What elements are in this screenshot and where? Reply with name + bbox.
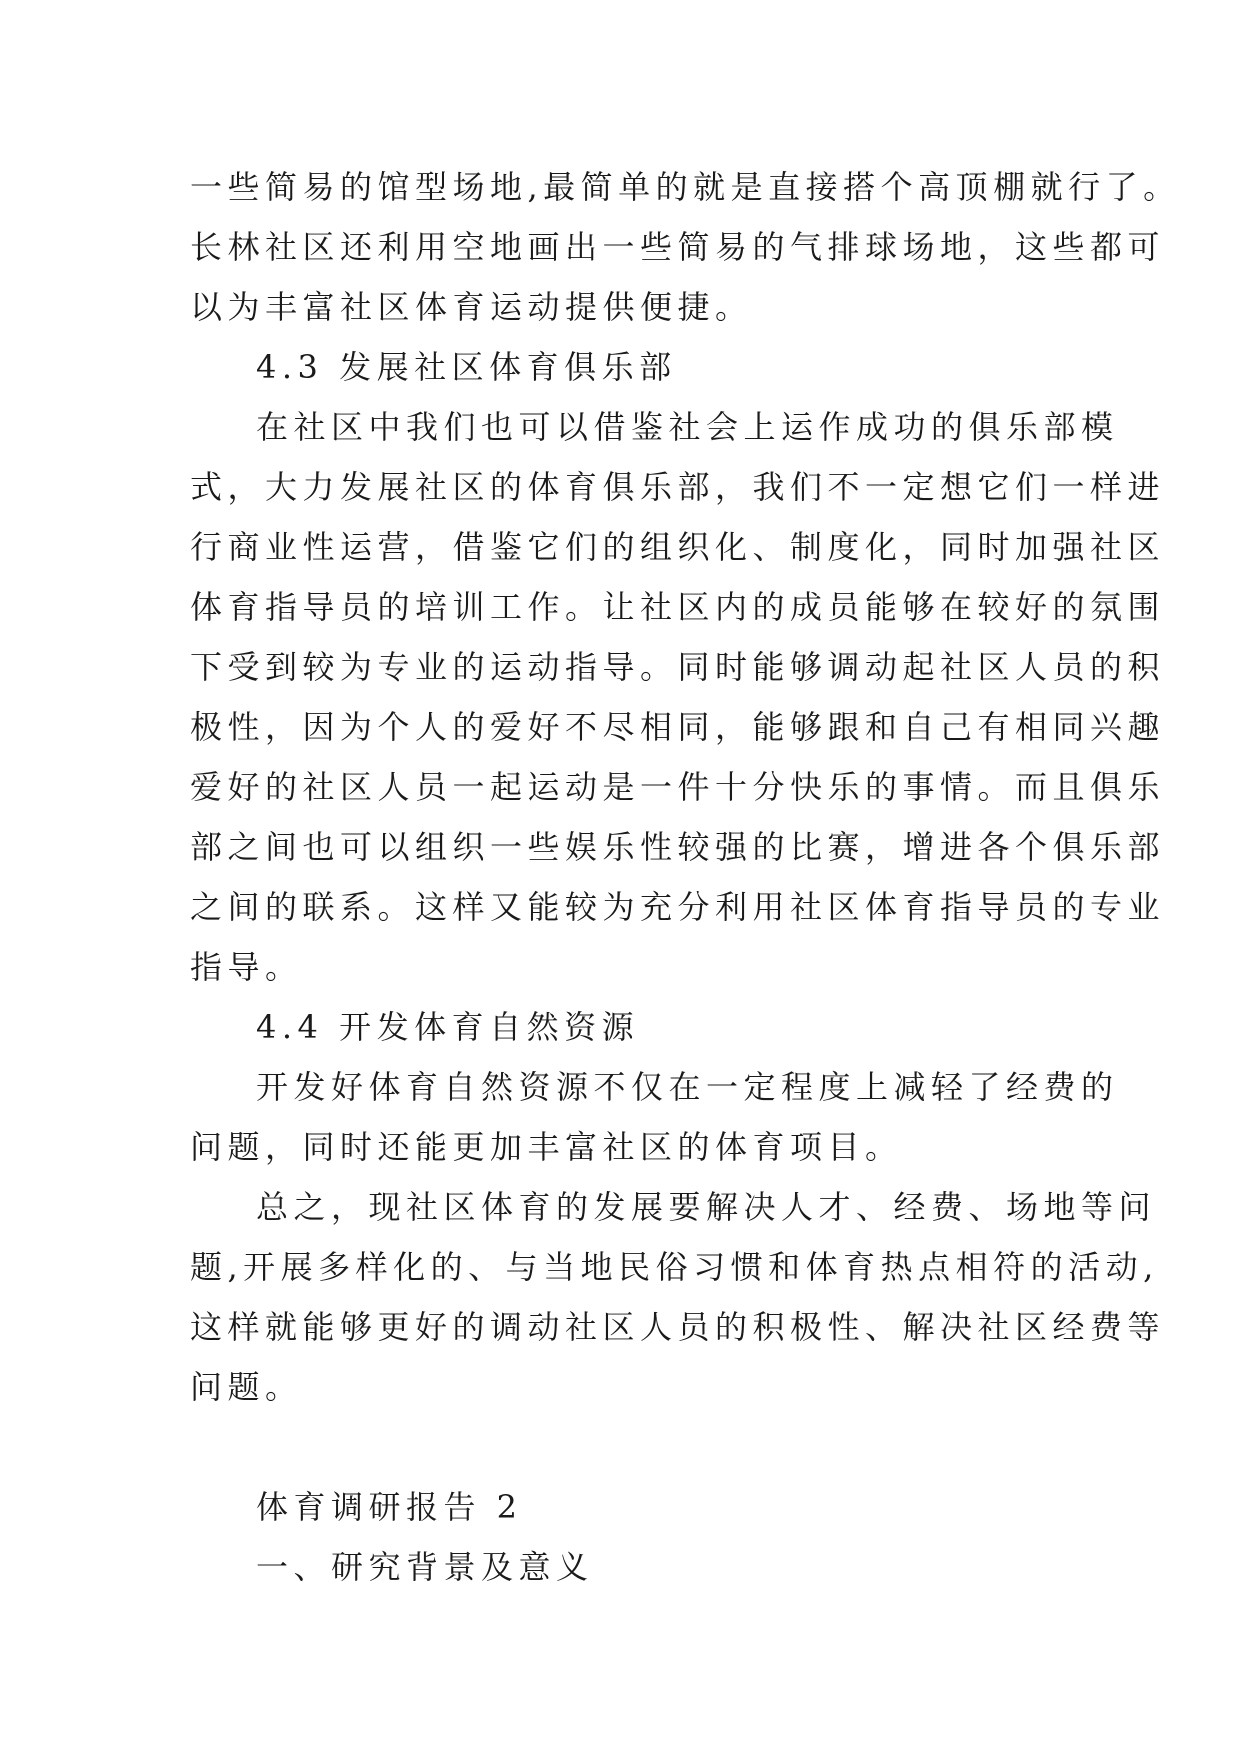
paragraph-line: 式，大力发展社区的体育俱乐部，我们不一定想它们一样进	[190, 468, 1166, 506]
paragraph-line: 开发好体育自然资源不仅在一定程度上减轻了经费的	[256, 1068, 1119, 1106]
paragraph-line: 这样就能够更好的调动社区人员的积极性、解决社区经费等	[190, 1308, 1166, 1346]
paragraph-line: 行商业性运营，借鉴它们的组织化、制度化，同时加强社区	[190, 528, 1166, 566]
paragraph-line: 爱好的社区人员一起运动是一件十分快乐的事情。而且俱乐	[190, 768, 1166, 806]
paragraph-line: 问题，同时还能更加丰富社区的体育项目。	[190, 1128, 903, 1166]
paragraph-line: 长林社区还利用空地画出一些简易的气排球场地，这些都可	[190, 228, 1166, 266]
paragraph-line: 体育指导员的培训工作。让社区内的成员能够在较好的氛围	[190, 588, 1166, 626]
paragraph-line: 一些简易的馆型场地,最简单的就是直接搭个高顶棚就行了。	[190, 168, 1181, 206]
paragraph-line: 以为丰富社区体育运动提供便捷。	[190, 288, 753, 326]
paragraph-line: 题,开展多样化的、与当地民俗习惯和体育热点相符的活动,	[190, 1248, 1159, 1286]
section-heading: 4.4 开发体育自然资源	[256, 1008, 640, 1046]
section-heading: 4.3 发展社区体育俱乐部	[256, 348, 677, 386]
paragraph-line: 总之，现社区体育的发展要解决人才、经费、场地等问	[256, 1188, 1157, 1226]
paragraph-line: 指导。	[190, 948, 303, 986]
report-title: 体育调研报告 2	[256, 1488, 523, 1526]
paragraph-line: 在社区中我们也可以借鉴社会上运作成功的俱乐部模	[256, 408, 1119, 446]
paragraph-line: 问题。	[190, 1368, 303, 1406]
paragraph-line: 极性，因为个人的爱好不尽相同，能够跟和自己有相同兴趣	[190, 708, 1166, 746]
paragraph-line: 之间的联系。这样又能较为充分利用社区体育指导员的专业	[190, 888, 1166, 926]
paragraph-line: 部之间也可以组织一些娱乐性较强的比赛，增进各个俱乐部	[190, 828, 1166, 866]
section-heading: 一、研究背景及意义	[256, 1548, 594, 1586]
paragraph-line: 下受到较为专业的运动指导。同时能够调动起社区人员的积	[190, 648, 1166, 686]
